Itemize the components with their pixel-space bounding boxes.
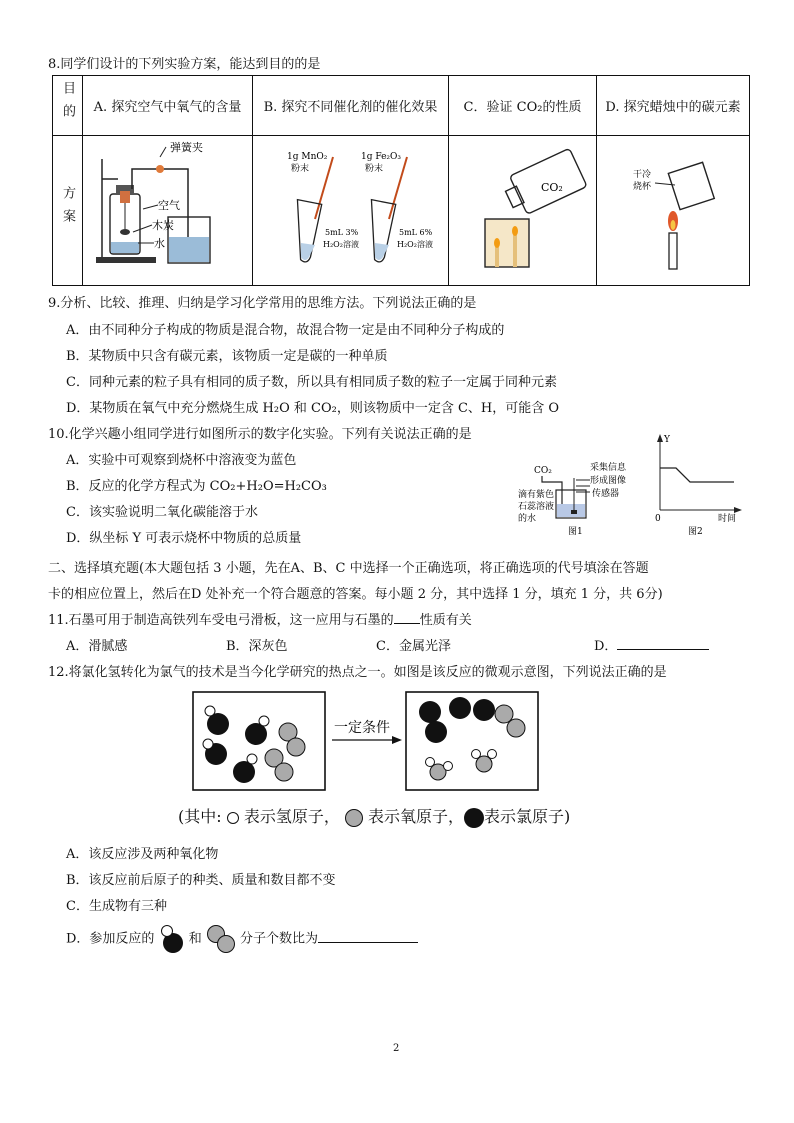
q12-option-b: B．该反应前后原子的种类、质量和数目都不变 bbox=[66, 873, 336, 888]
svg-text:H₂O₂溶液: H₂O₂溶液 bbox=[396, 239, 433, 249]
svg-text:采集信息: 采集信息 bbox=[590, 463, 627, 473]
q12-option-a: A．该反应涉及两种氧化物 bbox=[66, 847, 219, 862]
row-label-purpose: 目的 bbox=[53, 76, 83, 136]
svg-text:粉末: 粉末 bbox=[290, 163, 309, 174]
q12-legend: (其中: 表示氢原子， 表示氧原子， 表示氯原子) bbox=[178, 807, 571, 826]
svg-text:弹簧夹: 弹簧夹 bbox=[169, 140, 203, 154]
q11-option-d: D． bbox=[594, 635, 709, 654]
page-number: 2 bbox=[393, 1043, 400, 1054]
svg-text:石蕊溶液: 石蕊溶液 bbox=[518, 502, 555, 512]
header-c: C．验证 CO₂的性质 bbox=[449, 76, 597, 136]
q12-option-c: C．生成物有三种 bbox=[66, 899, 167, 914]
svg-text:图2: 图2 bbox=[688, 527, 703, 537]
svg-text:0: 0 bbox=[655, 514, 661, 524]
diagram-c bbox=[449, 136, 597, 286]
q12-option-d: D．参加反应的 和 分子个数比为 bbox=[66, 924, 418, 954]
q10-option-c: C．该实验说明二氧化碳能溶于水 bbox=[66, 505, 258, 520]
diagram-b bbox=[253, 136, 449, 286]
q12-micro-diagram bbox=[192, 690, 572, 792]
q9-option-d: D．某物质在氧气中充分燃烧生成 H₂O 和 CO₂，则该物质中一定含 C、H，可能含 O bbox=[66, 401, 560, 416]
q11-stem: 11.石墨可用于制造高铁列车受电弓滑板，这一应用与石墨的 性质有关 bbox=[48, 613, 472, 628]
q10-option-d: D．纵坐标 Y 可表示烧杯中物质的总质量 bbox=[66, 531, 302, 546]
svg-text:水: 水 bbox=[153, 236, 165, 250]
diagram-a bbox=[83, 136, 253, 286]
q12-stem: 12.将氯化氢转化为氯气的技术是当今化学研究的热点之一。如图是该反应的微观示意图，下列说法正确的是 bbox=[48, 665, 667, 680]
q11-option-c: C．金属光泽 bbox=[376, 639, 451, 654]
q11-option-a: A．滑腻感 bbox=[66, 639, 128, 654]
header-a: A. 探究空气中氧气的含量 bbox=[83, 76, 253, 136]
section2-line2: 卡的相应位置上，然后在D 处补充一个符合题意的答案。每小题 2 分，其中选择 1 分，填充 1 分，共 6分) bbox=[48, 587, 663, 602]
q9-option-b: B．某物质中只含有碳元素，该物质一定是碳的一种单质 bbox=[66, 349, 388, 364]
section2-line1: 二、选择填充题(本大题包括 3 小题，先在A、B、C 中选择一个正确选项，将正确选项的代号填涂在答题 bbox=[48, 561, 649, 576]
svg-text:烧杯: 烧杯 bbox=[633, 181, 652, 192]
svg-text:图1: 图1 bbox=[568, 527, 583, 537]
header-d: D. 探究蜡烛中的碳元素 bbox=[597, 76, 750, 136]
svg-text:传感器: 传感器 bbox=[592, 489, 620, 499]
svg-text:滴有紫色: 滴有紫色 bbox=[518, 490, 555, 500]
q9-stem: 9.分析、比较、推理、归纳是学习化学常用的思维方法。下列说法正确的是 bbox=[48, 296, 477, 311]
q10-option-a: A．实验中可观察到烧杯中溶液变为蓝色 bbox=[66, 453, 297, 468]
svg-text:Y: Y bbox=[664, 435, 670, 445]
q9-option-c: C．同种元素的粒子具有相同的质子数，所以具有相同质子数的粒子一定属于同种元素 bbox=[66, 375, 557, 390]
o2-molecule-icon bbox=[206, 924, 236, 954]
svg-text:形成图像: 形成图像 bbox=[590, 476, 627, 486]
q8-table bbox=[52, 75, 750, 286]
svg-text:5mL 6%: 5mL 6% bbox=[398, 227, 432, 237]
q10-stem: 10.化学兴趣小组同学进行如图所示的数字化实验。下列有关说法正确的是 bbox=[48, 427, 472, 442]
svg-text:的水: 的水 bbox=[518, 514, 537, 524]
svg-text:一定条件: 一定条件 bbox=[334, 720, 390, 736]
q11-option-b: B．深灰色 bbox=[226, 639, 288, 654]
q9-option-a: A．由不同种分子构成的物质是混合物，故混合物一定是由不同种分子构成的 bbox=[66, 323, 505, 338]
header-b: B. 探究不同催化剂的催化效果 bbox=[253, 76, 449, 136]
row-label-plan: 方案 bbox=[53, 136, 83, 286]
hcl-molecule-icon bbox=[159, 924, 185, 954]
q10-figures bbox=[512, 430, 752, 540]
svg-text:1g MnO₂: 1g MnO₂ bbox=[286, 151, 327, 162]
svg-text:H₂O₂溶液: H₂O₂溶液 bbox=[322, 239, 359, 249]
svg-text:CO₂: CO₂ bbox=[540, 180, 563, 194]
svg-text:时间: 时间 bbox=[718, 514, 737, 524]
diagram-d bbox=[597, 136, 750, 286]
svg-text:干冷: 干冷 bbox=[633, 169, 652, 180]
svg-text:1g Fe₂O₃: 1g Fe₂O₃ bbox=[360, 151, 401, 162]
svg-text:空气: 空气 bbox=[157, 198, 180, 212]
svg-text:粉末: 粉末 bbox=[364, 163, 383, 174]
svg-text:木炭: 木炭 bbox=[151, 218, 174, 232]
svg-text:CO₂: CO₂ bbox=[534, 466, 552, 476]
svg-text:5mL 3%: 5mL 3% bbox=[324, 227, 358, 237]
q8-stem: 8.同学们设计的下列实验方案，能达到目的的是 bbox=[48, 57, 321, 72]
q10-option-b: B．反应的化学方程式为 CO₂+H₂O=H₂CO₃ bbox=[66, 479, 327, 494]
